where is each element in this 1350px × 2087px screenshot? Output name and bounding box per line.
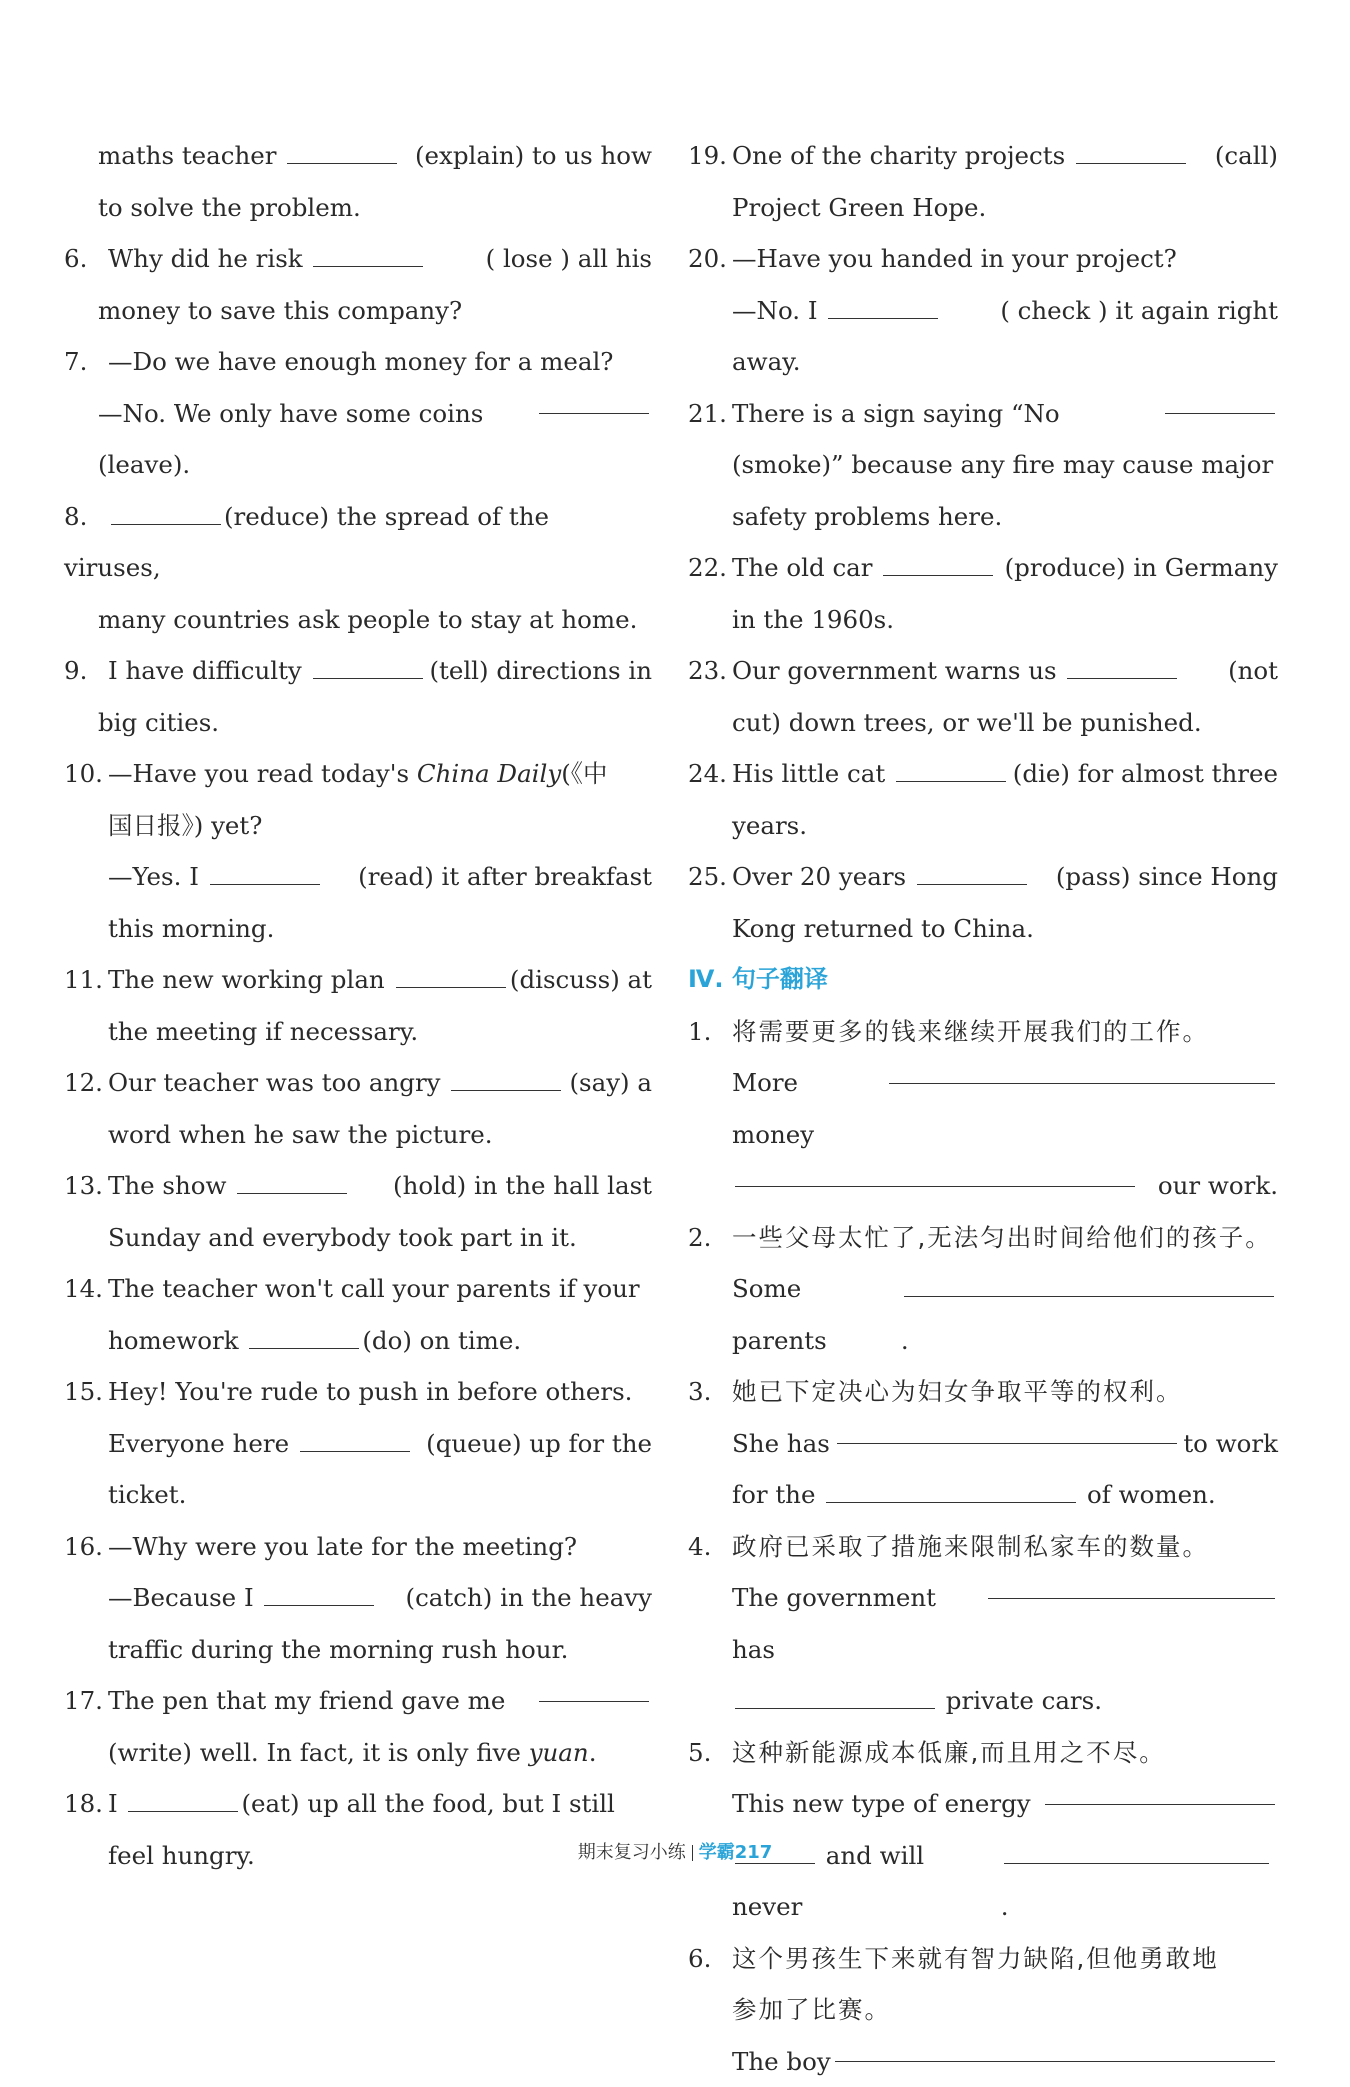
question-text: this morning. <box>64 903 652 955</box>
question-text: —Do we have enough money for a meal? <box>108 347 613 376</box>
question-text: Hey! You're rude to push in before others. <box>108 1377 632 1406</box>
chinese-sentence: 这个男孩生下来就有智力缺陷,但他勇敢地 <box>732 1944 1219 1973</box>
question-text: —No. I <box>732 296 818 325</box>
chinese-sentence: 这种新能源成本低廉,而且用之不尽。 <box>732 1738 1166 1767</box>
question-text: Everyone here <box>108 1429 289 1458</box>
question-text: ( check ) it again right <box>1000 285 1278 337</box>
answer-blank[interactable] <box>287 137 397 164</box>
chinese-sentence: 将需要更多的钱来继续开展我们的工作。 <box>732 1017 1209 1046</box>
answer-blank[interactable] <box>826 1476 1076 1503</box>
answer-blank[interactable] <box>889 1057 1275 1084</box>
question-text: —No. We only have some coins <box>98 388 483 440</box>
question-text: . <box>589 1738 597 1767</box>
question-number: 20. <box>688 233 732 285</box>
sentence-start: The boy <box>732 2036 831 2087</box>
answer-blank[interactable] <box>237 1167 347 1194</box>
question-9 <box>64 645 652 748</box>
answer-blank[interactable] <box>539 388 649 415</box>
answer-blank[interactable] <box>735 1682 935 1709</box>
newspaper-title: China Daily <box>417 759 561 788</box>
question-number: 13. <box>64 1160 108 1212</box>
question-text: One of the charity projects <box>732 141 1065 170</box>
question-13 <box>64 1160 652 1263</box>
question-number: 18. <box>64 1778 108 1830</box>
translation-5 <box>688 1727 1278 1933</box>
question-text: Our government warns us <box>732 656 1057 685</box>
question-number: 4. <box>688 1521 732 1573</box>
answer-blank[interactable] <box>210 858 320 885</box>
question-number: 8. <box>64 491 108 543</box>
sentence-mid: for the <box>732 1480 815 1509</box>
question-17 <box>64 1675 652 1778</box>
sentence-end: private cars. <box>946 1686 1102 1715</box>
translation-2 <box>688 1212 1278 1367</box>
question-text: Kong returned to China. <box>688 903 1278 955</box>
question-text: The pen that my friend gave me <box>108 1686 505 1715</box>
sentence-end: our work. <box>1158 1160 1278 1212</box>
question-number: 17. <box>64 1675 108 1727</box>
answer-blank[interactable] <box>451 1064 561 1091</box>
sentence-start: This new type of energy <box>732 1778 1031 1830</box>
question-text: ( lose ) all his <box>486 233 652 285</box>
question-text: safety problems here. <box>688 491 1278 543</box>
question-text: (not <box>1228 645 1278 697</box>
answer-blank[interactable] <box>396 961 506 988</box>
question-number: 5. <box>688 1727 732 1779</box>
question-5-continued <box>64 130 652 233</box>
question-text: —Because I <box>108 1583 254 1612</box>
currency-word: yuan <box>529 1738 589 1767</box>
question-text: years. <box>688 800 1278 852</box>
question-text: (hold) in the hall last <box>393 1160 652 1212</box>
answer-blank[interactable] <box>313 652 423 679</box>
question-16 <box>64 1521 652 1676</box>
question-number: 14. <box>64 1263 108 1315</box>
question-number: 6. <box>688 1933 732 1985</box>
question-number: 1. <box>688 1006 732 1058</box>
question-text: word when he saw the picture. <box>64 1109 652 1161</box>
answer-blank[interactable] <box>1067 652 1177 679</box>
answer-blank[interactable] <box>917 858 1027 885</box>
question-text: (call) <box>1215 130 1278 182</box>
question-text: in the 1960s. <box>688 594 1278 646</box>
question-text: —Have you handed in your project? <box>732 244 1177 273</box>
question-text: ticket. <box>64 1469 652 1521</box>
answer-blank[interactable] <box>249 1322 359 1349</box>
question-text: 国日报》) yet? <box>64 800 652 852</box>
question-text: I <box>108 1789 118 1818</box>
question-text: —Yes. I <box>108 862 199 891</box>
question-number: 3. <box>688 1366 732 1418</box>
question-18 <box>64 1778 652 1881</box>
question-number: 7. <box>64 336 108 388</box>
question-text: homework <box>108 1326 239 1355</box>
question-number: 10. <box>64 748 108 800</box>
question-text: Over 20 years <box>732 862 906 891</box>
sentence-mid: and will never <box>732 1841 924 1922</box>
question-text: (eat) up all the food, but I still <box>241 1789 614 1818</box>
question-text: (catch) in the heavy <box>406 1572 652 1624</box>
question-number: 23. <box>688 645 732 697</box>
question-text: (discuss) at <box>510 954 652 1006</box>
question-number: 11. <box>64 954 108 1006</box>
question-text: —Why were you late for the meeting? <box>108 1532 577 1561</box>
question-20 <box>688 233 1278 388</box>
answer-blank[interactable] <box>128 1785 238 1812</box>
question-23 <box>688 645 1278 748</box>
answer-blank[interactable] <box>735 1160 1135 1187</box>
question-text: (reduce) the spread of the viruses, <box>64 502 549 583</box>
sentence-start: The government has <box>732 1572 985 1675</box>
section-title: Ⅳ. 句子翻译 <box>688 954 1278 1006</box>
answer-blank[interactable] <box>904 1270 1274 1297</box>
answer-blank[interactable] <box>883 549 993 576</box>
question-text: The old car <box>732 553 873 582</box>
answer-blank[interactable] <box>313 240 423 267</box>
page-footer <box>0 1838 1350 1864</box>
answer-blank[interactable] <box>1165 388 1275 415</box>
question-25 <box>688 851 1278 954</box>
question-text: There is a sign saying “No <box>732 399 1060 428</box>
answer-blank[interactable] <box>111 498 221 525</box>
sentence-end: of women. <box>1087 1480 1216 1509</box>
question-text: The teacher won't call your parents if your <box>108 1274 640 1303</box>
translation-1 <box>688 1006 1278 1212</box>
question-text: (leave). <box>64 439 652 491</box>
question-text: cut) down trees, or we'll be punished. <box>688 697 1278 749</box>
question-text: His little cat <box>732 759 885 788</box>
translation-6 <box>688 1933 1278 2087</box>
question-text: (say) a <box>569 1057 652 1109</box>
answer-blank[interactable] <box>264 1579 374 1606</box>
question-text: (tell) directions in <box>429 645 652 697</box>
question-number: 19. <box>688 130 732 182</box>
answer-blank[interactable] <box>988 1572 1275 1599</box>
sentence-end: . <box>1001 1892 1009 1921</box>
question-8 <box>64 491 652 646</box>
sentence-start: Some parents <box>732 1263 901 1366</box>
question-text: (explain) to us how <box>415 130 652 182</box>
question-number: 21. <box>688 388 732 440</box>
question-number: 22. <box>688 542 732 594</box>
question-number: 25. <box>688 851 732 903</box>
question-number: 6. <box>64 233 108 285</box>
question-number: 16. <box>64 1521 108 1573</box>
footer-divider <box>692 1845 693 1861</box>
question-text: (die) for almost three <box>1013 748 1278 800</box>
sentence-mid: to work <box>1183 1418 1278 1470</box>
brand-name: 学霸 <box>699 1842 735 1863</box>
question-text: (《中 <box>561 759 607 788</box>
question-19 <box>688 130 1278 233</box>
question-text: to solve the problem. <box>64 182 652 234</box>
answer-blank[interactable] <box>828 292 938 319</box>
footer-label: 期末复习小练 <box>578 1842 686 1863</box>
chinese-sentence: 她已下定决心为妇女争取平等的权利。 <box>732 1377 1183 1406</box>
question-text: Our teacher was too angry <box>108 1068 441 1097</box>
question-text: feel hungry. <box>64 1830 652 1882</box>
question-21 <box>688 388 1278 543</box>
question-14 <box>64 1263 652 1366</box>
question-text: many countries ask people to stay at home. <box>64 594 652 646</box>
question-7 <box>64 336 652 491</box>
answer-blank[interactable] <box>300 1425 410 1452</box>
sentence-start: She has <box>732 1418 830 1470</box>
translation-3 <box>688 1366 1278 1521</box>
question-number: 9. <box>64 645 108 697</box>
question-24 <box>688 748 1278 851</box>
question-text: The show <box>108 1171 226 1200</box>
chinese-sentence: 一些父母太忙了,无法匀出时间给他们的孩子。 <box>732 1223 1272 1252</box>
question-number: 2. <box>688 1212 732 1264</box>
chinese-sentence: 政府已采取了措施来限制私家车的数量。 <box>732 1532 1209 1561</box>
sentence-end: . <box>901 1326 909 1355</box>
right-column <box>688 130 1278 2087</box>
question-text: (queue) up for the <box>426 1418 652 1470</box>
question-number: 15. <box>64 1366 108 1418</box>
question-text: away. <box>688 336 1278 388</box>
question-text: (write) well. In fact, it is only five <box>108 1738 521 1767</box>
question-text: The new working plan <box>108 965 385 994</box>
answer-blank[interactable] <box>835 2036 1275 2063</box>
question-11 <box>64 954 652 1057</box>
question-text: —Have you read today's <box>108 759 409 788</box>
answer-blank[interactable] <box>837 1418 1177 1445</box>
question-number: 12. <box>64 1057 108 1109</box>
left-column <box>64 130 652 1881</box>
answer-blank[interactable] <box>1045 1778 1275 1805</box>
translation-4 <box>688 1521 1278 1727</box>
question-text: the meeting if necessary. <box>64 1006 652 1058</box>
question-text: Sunday and everybody took part in it. <box>64 1212 652 1264</box>
question-text: (produce) in Germany <box>1005 542 1278 594</box>
question-number: 24. <box>688 748 732 800</box>
question-text: (pass) since Hong <box>1056 851 1278 903</box>
question-text: (smoke)” because any fire may cause major <box>688 439 1278 491</box>
question-text: traffic during the morning rush hour. <box>64 1624 652 1676</box>
question-6 <box>64 233 652 336</box>
sentence-start: More money <box>732 1057 886 1160</box>
answer-blank[interactable] <box>1076 137 1186 164</box>
chinese-sentence: 参加了比赛。 <box>688 1984 1278 2036</box>
question-10 <box>64 748 652 954</box>
question-text: money to save this company? <box>64 285 652 337</box>
question-22 <box>688 542 1278 645</box>
answer-blank[interactable] <box>896 755 1006 782</box>
question-text: maths teacher <box>98 141 277 170</box>
question-text: (do) on time. <box>362 1326 521 1355</box>
answer-blank[interactable] <box>539 1675 649 1702</box>
page-number: 217 <box>735 1842 773 1863</box>
question-text: I have difficulty <box>108 656 302 685</box>
question-text: Project Green Hope. <box>688 182 1278 234</box>
question-15 <box>64 1366 652 1521</box>
question-12 <box>64 1057 652 1160</box>
question-text: big cities. <box>64 697 652 749</box>
question-text: Why did he risk <box>108 244 303 273</box>
question-text: (read) it after breakfast <box>358 851 652 903</box>
